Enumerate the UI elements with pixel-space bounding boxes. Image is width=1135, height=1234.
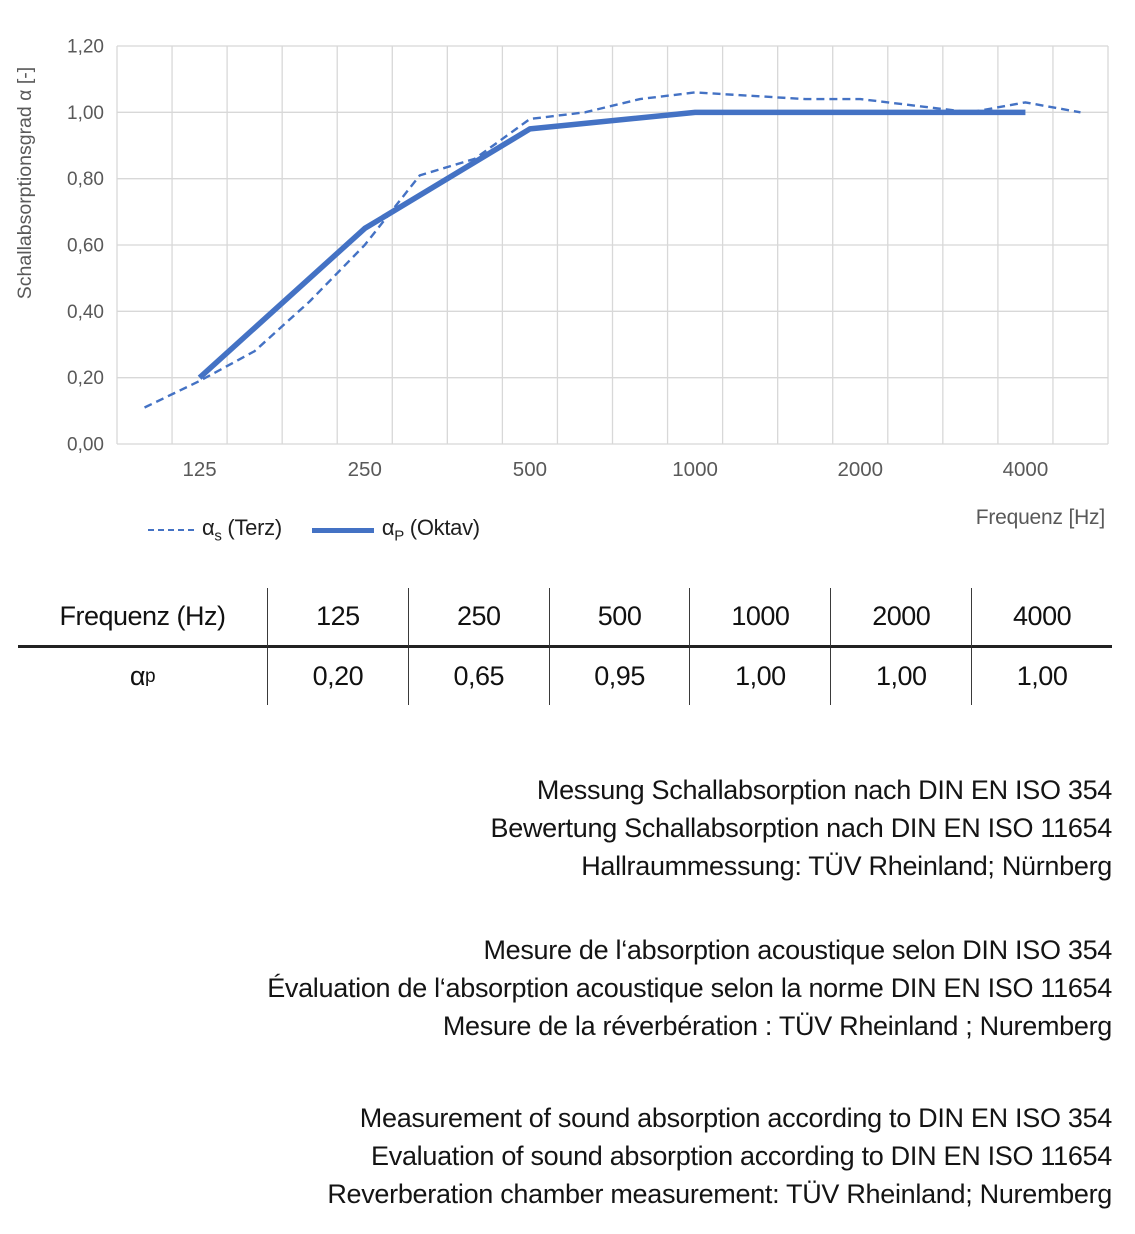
legend-terz-text: (Terz) xyxy=(221,515,282,541)
note-line: Mesure de la réverbération : TÜV Rheinland ; Nuremberg xyxy=(442,1011,1112,1041)
note-line: Reverberation chamber measurement: TÜV Rheinland; Nuremberg xyxy=(327,1179,1112,1209)
table-value-500: 0,95 xyxy=(549,648,690,705)
table-value-4000: 1,00 xyxy=(971,648,1112,705)
legend-label-oktav xyxy=(382,515,480,544)
table-value-250: 0,65 xyxy=(408,648,549,705)
note-german xyxy=(0,771,1112,885)
table-header-4000: 4000 xyxy=(971,588,1112,648)
table-header-frequenz: Frequenz (Hz) xyxy=(18,588,267,648)
x-tick-label: 500 xyxy=(512,458,548,481)
note-line: Mesure de l‘absorption acoustique selon DIN ISO 354 xyxy=(483,935,1112,965)
note-english xyxy=(0,1099,1112,1213)
x-tick-label: 1000 xyxy=(672,458,718,481)
note-line: Evaluation of sound absorption according to DIN EN ISO 11654 xyxy=(371,1141,1112,1171)
note-french xyxy=(0,931,1112,1045)
y-tick-label: 1,00 xyxy=(67,102,104,124)
x-axis-title: Frequenz [Hz] xyxy=(975,506,1105,529)
table-header-250: 250 xyxy=(408,588,549,648)
absorption-values-table xyxy=(18,588,1112,705)
y-tick-label: 0,00 xyxy=(67,434,104,456)
note-line: Messung Schallabsorption nach DIN EN ISO 354 xyxy=(536,775,1112,805)
alpha-symbol: α xyxy=(129,661,146,691)
oktav-solid-line-swatch xyxy=(312,528,374,533)
alpha-subscript: P xyxy=(394,527,404,545)
y-tick-label: 0,80 xyxy=(67,169,104,191)
y-tick-label: 0,20 xyxy=(67,368,104,390)
y-axis-title: Schallabsorptionsgrad α [-] xyxy=(14,66,36,300)
table-header-2000: 2000 xyxy=(830,588,971,648)
y-tick-label: 0,60 xyxy=(67,235,104,257)
legend-oktav-text: (Oktav) xyxy=(404,515,480,541)
y-tick-label: 1,20 xyxy=(67,36,104,58)
x-tick-label: 125 xyxy=(182,458,217,481)
legend-label-terz xyxy=(202,515,282,544)
terz-dashed-line-swatch xyxy=(148,529,194,531)
table-header-1000: 1000 xyxy=(689,588,830,648)
note-line: Bewertung Schallabsorption nach DIN EN ISO 11654 xyxy=(490,813,1112,843)
alpha-subscript: s xyxy=(214,527,222,545)
alpha-symbol: α xyxy=(202,515,215,541)
table-row-label-alpha-p xyxy=(18,648,267,705)
table-header-500: 500 xyxy=(549,588,690,648)
note-line: Measurement of sound absorption according to DIN EN ISO 354 xyxy=(359,1103,1112,1133)
alpha-symbol: α xyxy=(381,515,395,541)
table-header-125: 125 xyxy=(267,588,408,648)
x-tick-label: 2000 xyxy=(837,458,884,481)
table-value-2000: 1,00 xyxy=(830,648,971,705)
table-value-125: 0,20 xyxy=(267,648,408,705)
x-tick-label: 4000 xyxy=(1002,458,1049,481)
chart-legend xyxy=(148,514,480,546)
absorption-line-chart xyxy=(0,0,1135,500)
alpha-subscript: p xyxy=(145,665,156,687)
note-line: Évaluation de l‘absorption acoustique selon la norme DIN EN ISO 11654 xyxy=(267,973,1112,1003)
y-tick-label: 0,40 xyxy=(67,301,104,323)
x-tick-label: 250 xyxy=(347,458,382,481)
table-value-1000: 1,00 xyxy=(689,648,830,705)
note-line: Hallraummessung: TÜV Rheinland; Nürnberg xyxy=(581,851,1112,881)
